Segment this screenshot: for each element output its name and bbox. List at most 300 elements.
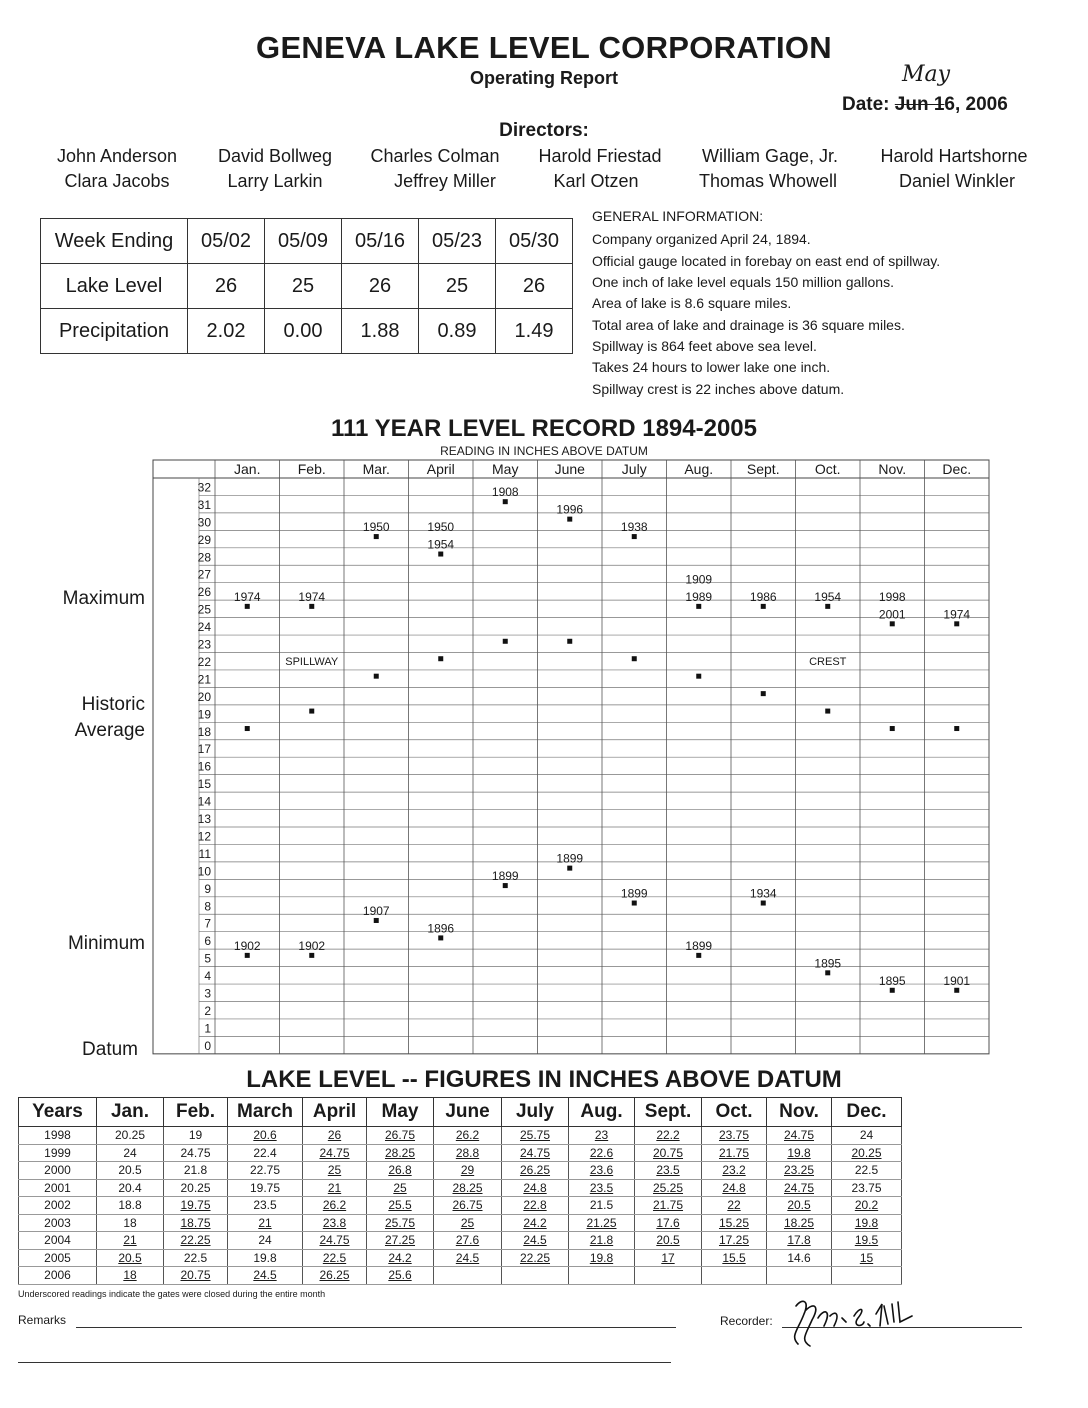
year-label: 2001 (878, 607, 906, 622)
table-cell: 28.8 (434, 1144, 502, 1162)
data-point (438, 656, 443, 661)
y-tick-label: 10 (197, 864, 211, 879)
table-cell (702, 1267, 767, 1285)
year-label: 1899 (556, 851, 584, 866)
table-cell: 21 (228, 1214, 303, 1232)
underscore-footnote: Underscored readings indicate the gates were closed during the entire month (18, 1289, 326, 1299)
directors-heading: Directors: (499, 120, 589, 141)
table-cell: 25.6 (367, 1267, 434, 1285)
table-cell: 19.8 (228, 1249, 303, 1267)
table-cell: 18.75 (164, 1214, 228, 1232)
year-cell: 2000 (19, 1162, 97, 1180)
general-info-line: Company organized April 24, 1894. (592, 231, 811, 247)
y-tick-label: 22 (197, 654, 211, 669)
table-cell: 23.75 (702, 1127, 767, 1145)
table-cell: 19.5 (832, 1232, 902, 1250)
minimum-label: Minimum (67, 933, 145, 954)
y-tick-label: 5 (204, 951, 211, 966)
column-header: Sept. (635, 1098, 702, 1127)
table-cell: 24.75 (502, 1144, 569, 1162)
table-cell: 05/30 (496, 219, 573, 264)
month-header: April (426, 461, 455, 477)
table-cell: 25.75 (502, 1127, 569, 1145)
table-cell: 1.88 (342, 309, 419, 354)
crest-annotation: CREST (809, 656, 847, 669)
table-cell: 15.25 (702, 1214, 767, 1232)
y-tick-label: 27 (197, 567, 211, 582)
year-label: 1934 (749, 886, 777, 901)
data-point (761, 901, 766, 906)
table-cell: 24.8 (702, 1179, 767, 1197)
table-cell: 19.8 (832, 1214, 902, 1232)
table-cell: 17.6 (635, 1214, 702, 1232)
table-cell: 19.8 (767, 1144, 832, 1162)
table-cell: 25 (303, 1162, 367, 1180)
y-tick-label: 7 (204, 916, 211, 931)
year-label: 1950 (427, 520, 455, 535)
month-header: May (492, 461, 519, 477)
y-tick-label: 29 (197, 532, 211, 547)
table-cell: 25 (265, 264, 342, 309)
table-row (19, 1179, 902, 1197)
y-tick-label: 13 (197, 812, 211, 826)
director-name: William Gage, Jr. (701, 146, 839, 166)
general-info-line: Spillway crest is 22 inches above datum. (592, 381, 845, 397)
y-tick-label: 19 (197, 707, 211, 722)
year-label: 1974 (233, 589, 261, 604)
lake-level-title: LAKE LEVEL -- FIGURES IN INCHES ABOVE DATUM (246, 1066, 842, 1093)
table-cell: 25.25 (635, 1179, 702, 1197)
y-tick-label: 21 (197, 672, 211, 687)
year-label: 1908 (491, 485, 519, 500)
year-cell: 1999 (19, 1144, 97, 1162)
table-row (19, 1127, 902, 1145)
data-point (696, 953, 701, 958)
table-cell: 22.5 (303, 1249, 367, 1267)
table-cell: 19.8 (569, 1249, 635, 1267)
year-label: 1895 (814, 956, 842, 971)
data-point (245, 726, 250, 731)
data-point (438, 552, 443, 557)
table-cell: 25 (419, 264, 496, 309)
table-cell: 26 (188, 264, 265, 309)
table-cell: 28.25 (434, 1179, 502, 1197)
month-header: Feb. (297, 461, 326, 477)
table-row (19, 1214, 902, 1232)
table-cell: 24.5 (434, 1249, 502, 1267)
y-tick-label: 9 (204, 881, 211, 896)
month-header: Mar. (362, 461, 390, 477)
year-label: 1902 (233, 938, 261, 953)
column-header: May (367, 1098, 434, 1127)
table-cell: 05/09 (265, 219, 342, 264)
table-cell (832, 1267, 902, 1285)
director-name: Charles Colman (370, 146, 500, 166)
table-cell: 24.75 (767, 1127, 832, 1145)
data-point (954, 726, 959, 731)
table-cell: 24 (228, 1232, 303, 1250)
data-point (567, 517, 572, 522)
year-label: 1895 (878, 973, 906, 988)
remarks-line (76, 1327, 676, 1328)
recorder-signature (784, 1296, 924, 1356)
general-info-line: Takes 24 hours to lower lake one inch. (592, 359, 831, 375)
table-cell: 20.4 (97, 1179, 164, 1197)
data-point (309, 709, 314, 714)
data-point (503, 499, 508, 504)
director-name: Harold Hartshorne (880, 146, 1028, 166)
month-header: Sept. (746, 461, 780, 477)
data-point (245, 604, 250, 609)
month-header: Jan. (234, 461, 261, 477)
lake-level-table (18, 1097, 902, 1285)
table-cell: 18.8 (97, 1197, 164, 1215)
y-tick-label: 0 (204, 1038, 211, 1053)
chart-title: 111 YEAR LEVEL RECORD 1894-2005 (331, 415, 757, 442)
table-cell: 18 (97, 1214, 164, 1232)
year-label: 1950 (362, 520, 390, 535)
director-name: Daniel Winkler (898, 171, 1016, 191)
table-cell (635, 1267, 702, 1285)
director-name: Larry Larkin (227, 171, 323, 191)
table-row (19, 1267, 902, 1285)
y-tick-label: 32 (197, 480, 211, 495)
year-label: 1938 (620, 520, 648, 535)
date-value: 6, 2006 (944, 94, 1008, 115)
table-cell: 19 (164, 1127, 228, 1145)
datum-label: Datum (82, 1039, 138, 1060)
data-point (632, 656, 637, 661)
table-cell: 24.75 (303, 1232, 367, 1250)
table-cell: 15 (832, 1249, 902, 1267)
y-tick-label: 11 (198, 846, 211, 861)
table-cell: 14.6 (767, 1249, 832, 1267)
y-tick-label: 28 (197, 550, 211, 565)
year-label: 1954 (814, 589, 842, 604)
column-header: April (303, 1098, 367, 1127)
data-point (890, 988, 895, 993)
data-point (309, 953, 314, 958)
year-label: 1996 (556, 502, 584, 517)
data-point (374, 534, 379, 539)
table-cell: 24.5 (502, 1232, 569, 1250)
y-tick-label: 14 (197, 794, 211, 809)
table-cell: 20.5 (97, 1249, 164, 1267)
table-cell: 20.75 (635, 1144, 702, 1162)
table-cell: 24.75 (767, 1179, 832, 1197)
year-cell: 1998 (19, 1127, 97, 1145)
table-cell: 25.75 (367, 1214, 434, 1232)
general-info-line: Area of lake is 8.6 square miles. (592, 295, 792, 311)
year-label: 1998 (878, 589, 906, 604)
y-tick-label: 4 (204, 969, 211, 984)
maximum-label: Maximum (62, 588, 145, 609)
year-label: 1899 (685, 938, 713, 953)
month-header: June (554, 461, 585, 477)
table-cell: 21.8 (569, 1232, 635, 1250)
data-point (890, 726, 895, 731)
year-label: 1902 (298, 938, 326, 953)
table-cell: 05/23 (419, 219, 496, 264)
table-cell: 23.25 (767, 1162, 832, 1180)
table-cell (434, 1267, 502, 1285)
table-cell: 27.6 (434, 1232, 502, 1250)
table-cell (767, 1267, 832, 1285)
director-name: Jeffrey Miller (394, 171, 496, 191)
data-point (632, 901, 637, 906)
general-info-line: One inch of lake level equals 150 million gallons. (592, 274, 894, 290)
month-header: Dec. (942, 461, 972, 477)
column-header: Jan. (97, 1098, 164, 1127)
table-row (19, 1232, 902, 1250)
row-label: Lake Level (41, 264, 188, 309)
table-cell: 21.5 (569, 1197, 635, 1215)
table-cell: 26.75 (367, 1127, 434, 1145)
table-cell: 19.75 (228, 1179, 303, 1197)
table-cell: 23.5 (635, 1162, 702, 1180)
y-tick-label: 26 (197, 585, 211, 600)
table-cell: 18.25 (767, 1214, 832, 1232)
spillway-annotation: SPILLWAY (285, 656, 339, 669)
row-label: Precipitation (41, 309, 188, 354)
table-cell: 2.02 (188, 309, 265, 354)
data-point (503, 883, 508, 888)
y-tick-label: 20 (197, 689, 211, 704)
column-header: Feb. (164, 1098, 228, 1127)
table-cell: 0.00 (265, 309, 342, 354)
table-cell: 21 (303, 1179, 367, 1197)
table-cell: 21.75 (702, 1144, 767, 1162)
table-cell: 23.5 (228, 1197, 303, 1215)
year-cell: 2002 (19, 1197, 97, 1215)
data-point (825, 604, 830, 609)
table-cell: 21 (97, 1232, 164, 1250)
table-cell: 24.5 (228, 1267, 303, 1285)
table-cell: 05/02 (188, 219, 265, 264)
y-tick-label: 2 (204, 1003, 211, 1018)
data-point (761, 604, 766, 609)
table-cell: 21.8 (164, 1162, 228, 1180)
remarks-line (18, 1362, 671, 1363)
column-header: Years (19, 1098, 97, 1127)
table-cell: 17 (635, 1249, 702, 1267)
table-cell: 20.6 (228, 1127, 303, 1145)
table-cell: 23.8 (303, 1214, 367, 1232)
table-cell: 22 (702, 1197, 767, 1215)
general-info-line: Official gauge located in forebay on east end of spillway. (592, 253, 941, 269)
table-cell: 22.8 (502, 1197, 569, 1215)
table-cell: 26.25 (303, 1267, 367, 1285)
data-point (245, 953, 250, 958)
column-header: Oct. (702, 1098, 767, 1127)
table-cell: 21.75 (635, 1197, 702, 1215)
data-point (438, 935, 443, 940)
table-cell: 22.2 (635, 1127, 702, 1145)
table-cell: 26.2 (303, 1197, 367, 1215)
y-tick-label: 6 (204, 934, 211, 949)
table-row (19, 1144, 902, 1162)
column-header: Aug. (569, 1098, 635, 1127)
table-cell: 0.89 (419, 309, 496, 354)
data-point (567, 866, 572, 871)
historic-average-label-line2: Average (74, 720, 145, 741)
year-label: 1907 (362, 903, 390, 918)
month-header: Nov. (878, 461, 907, 477)
director-name: John Anderson (56, 146, 178, 166)
director-name: David Bollweg (217, 146, 333, 166)
data-point (825, 709, 830, 714)
table-cell: 19.75 (164, 1197, 228, 1215)
column-header: Nov. (767, 1098, 832, 1127)
table-cell: 23.6 (569, 1162, 635, 1180)
y-tick-label: 1 (204, 1021, 211, 1036)
table-cell: 20.25 (97, 1127, 164, 1145)
y-tick-label: 12 (197, 829, 211, 844)
table-cell: 15.5 (702, 1249, 767, 1267)
table-cell: 20.5 (767, 1197, 832, 1215)
year-cell: 2005 (19, 1249, 97, 1267)
table-cell: 22.75 (228, 1162, 303, 1180)
table-cell: 23.2 (702, 1162, 767, 1180)
table-cell: 29 (434, 1162, 502, 1180)
table-cell: 25 (434, 1214, 502, 1232)
y-tick-label: 3 (204, 986, 211, 1001)
recorder-label: Recorder: (720, 1314, 773, 1328)
general-info-line: Spillway is 864 feet above sea level. (592, 338, 817, 354)
director-name: Thomas Whowell (698, 171, 838, 191)
table-cell: 24.8 (502, 1179, 569, 1197)
year-label: 1899 (491, 869, 519, 884)
table-cell: 22.5 (832, 1162, 902, 1180)
table-cell: 22.6 (569, 1144, 635, 1162)
handwritten-month-note: May (902, 62, 951, 87)
director-name: Clara Jacobs (64, 171, 170, 191)
data-point (890, 621, 895, 626)
year-cell: 2003 (19, 1214, 97, 1232)
year-label: 1909 (685, 572, 713, 587)
date-label: Date: (842, 94, 890, 115)
year-cell: 2006 (19, 1267, 97, 1285)
data-point (696, 604, 701, 609)
director-name: Karl Otzen (553, 171, 639, 191)
report-title: GENEVA LAKE LEVEL CORPORATION (256, 30, 832, 65)
table-cell: 23 (569, 1127, 635, 1145)
general-info-heading: GENERAL INFORMATION: (592, 208, 764, 224)
year-label: 1974 (943, 607, 971, 622)
historic-average-label-line1: Historic (81, 694, 145, 715)
table-cell: 27.25 (367, 1232, 434, 1250)
y-tick-label: 15 (197, 777, 211, 792)
year-label: 1901 (943, 973, 971, 988)
column-header: June (434, 1098, 502, 1127)
table-cell: 24.2 (367, 1249, 434, 1267)
year-label: 1954 (427, 537, 455, 552)
month-header: Aug. (684, 461, 714, 477)
table-cell: 25 (367, 1179, 434, 1197)
table-cell: 20.75 (164, 1267, 228, 1285)
table-cell: 18 (97, 1267, 164, 1285)
y-tick-label: 24 (197, 620, 211, 635)
table-cell: 26.8 (367, 1162, 434, 1180)
table-cell: 17.25 (702, 1232, 767, 1250)
general-info-line: Total area of lake and drainage is 36 square miles. (592, 317, 905, 333)
y-tick-label: 16 (197, 759, 211, 774)
table-row (19, 1249, 902, 1267)
data-point (503, 639, 508, 644)
column-header: July (502, 1098, 569, 1127)
data-point (374, 918, 379, 923)
table-row (19, 1197, 902, 1215)
date-struck: Jun 1 (894, 94, 945, 115)
table-cell: 22.25 (502, 1249, 569, 1267)
table-cell: 21.25 (569, 1214, 635, 1232)
remarks-label: Remarks (18, 1313, 67, 1327)
column-header: March (228, 1098, 303, 1127)
table-cell: 26 (342, 264, 419, 309)
table-cell: 26 (496, 264, 573, 309)
year-label: 1974 (298, 589, 326, 604)
table-cell: 24 (832, 1127, 902, 1145)
year-label: 1989 (685, 589, 713, 604)
y-tick-label: 23 (197, 637, 211, 652)
table-cell: 1.49 (496, 309, 573, 354)
year-label: 1896 (427, 921, 455, 936)
month-header: July (621, 461, 647, 477)
table-cell: 20.25 (164, 1179, 228, 1197)
column-header: Dec. (832, 1098, 902, 1127)
data-point (374, 674, 379, 679)
month-header: Oct. (814, 461, 841, 477)
row-label: Week Ending (41, 219, 188, 264)
table-cell: 17.8 (767, 1232, 832, 1250)
data-point (954, 621, 959, 626)
year-cell: 2001 (19, 1179, 97, 1197)
table-cell: 22.5 (164, 1249, 228, 1267)
data-point (954, 988, 959, 993)
director-name: Harold Friestad (538, 146, 662, 166)
y-tick-label: 8 (204, 899, 211, 914)
table-cell: 22.25 (164, 1232, 228, 1250)
y-tick-label: 18 (197, 724, 211, 739)
table-cell: 26.2 (434, 1127, 502, 1145)
report-subtitle: Operating Report (469, 68, 618, 88)
data-point (761, 691, 766, 696)
table-header-row (19, 1098, 902, 1127)
y-tick-label: 25 (197, 602, 211, 617)
table-cell: 24.2 (502, 1214, 569, 1232)
table-cell: 24.75 (164, 1144, 228, 1162)
year-label: 1986 (749, 589, 777, 604)
data-point (825, 970, 830, 975)
table-cell: 20.5 (97, 1162, 164, 1180)
table-row (19, 1162, 902, 1180)
table-cell: 24.75 (303, 1144, 367, 1162)
table-cell: 28.25 (367, 1144, 434, 1162)
data-point (309, 604, 314, 609)
year-label: 1899 (620, 886, 648, 901)
table-cell: 20.5 (635, 1232, 702, 1250)
table-cell: 23.5 (569, 1179, 635, 1197)
table-cell: 24 (97, 1144, 164, 1162)
table-cell: 22.4 (228, 1144, 303, 1162)
table-cell: 23.75 (832, 1179, 902, 1197)
data-point (567, 639, 572, 644)
table-cell: 26.25 (502, 1162, 569, 1180)
table-cell: 26 (303, 1127, 367, 1145)
y-tick-label: 30 (197, 515, 211, 530)
chart-subtitle: READING IN INCHES ABOVE DATUM (440, 444, 648, 458)
table-cell: 20.25 (832, 1144, 902, 1162)
